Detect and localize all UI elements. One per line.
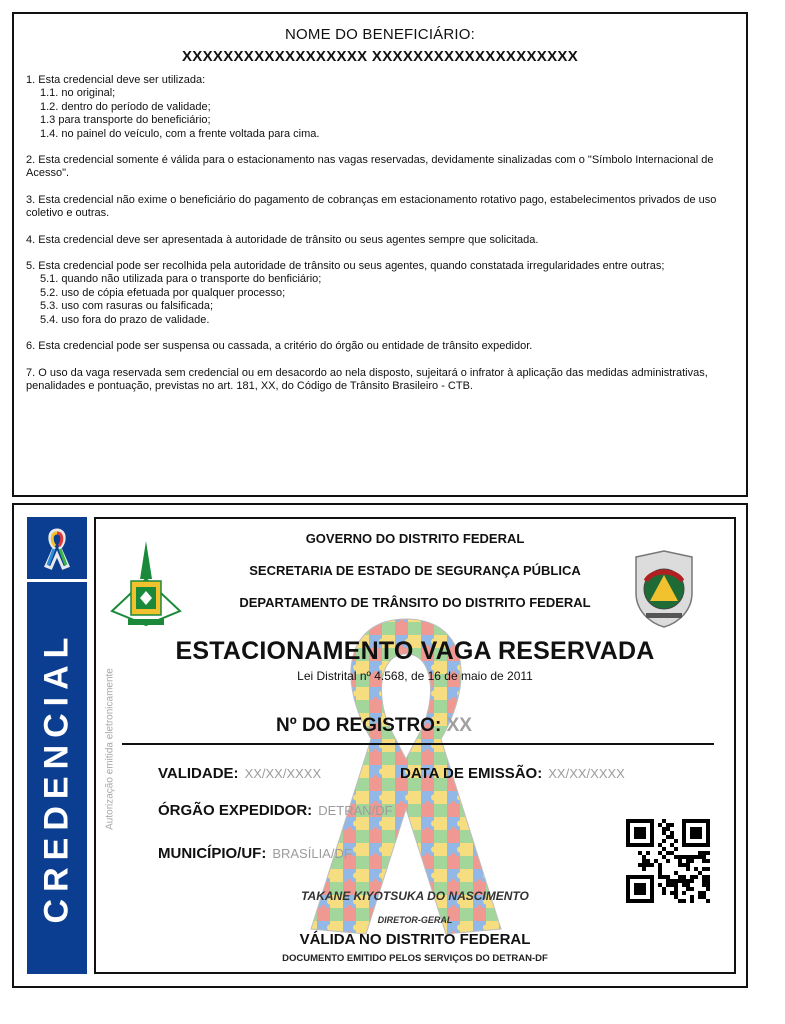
rule-subitem: 1.3 para transporte do beneficiário; — [40, 114, 211, 127]
rule-subitem: 1.2. dentro do período de validade; — [40, 100, 211, 113]
issuer-value: DETRAN/DF — [318, 803, 393, 818]
credential-front — [12, 503, 748, 988]
rule-subitem: 5.3. uso com rasuras ou falsificada; — [40, 300, 214, 313]
rule-item — [26, 74, 726, 141]
government-line: GOVERNO DO DISTRITO FEDERAL — [305, 531, 525, 546]
rule-item — [26, 194, 726, 221]
rule-item — [26, 154, 726, 181]
divider-line — [122, 743, 714, 745]
issuer-field — [158, 802, 393, 819]
validity-region: VÁLIDA NO DISTRITO FEDERAL — [299, 931, 531, 948]
rule-text: 7. O uso da vaga reservada sem credencial ou em desacordo ao nela disposto, sujeitará o infrator à aplicação das medidas administrativas, penalidades e pontuação, previstas no art. 181, XX, do Código de Trânsito Brasileiro - CTB. — [26, 366, 708, 392]
rule-text: 6. Esta credencial pode ser suspensa ou cassada, a critério do órgão ou entidade de trânsito expedidor. — [26, 340, 533, 353]
rule-text: 4. Esta credencial deve ser apresentada à autoridade de trânsito ou seus agentes sempre que solicitada. — [26, 233, 539, 246]
credential-card — [94, 517, 736, 974]
awareness-ribbon-icon — [27, 517, 87, 579]
city-field — [158, 845, 352, 862]
rules-list — [26, 74, 726, 406]
issued-by-note: DOCUMENTO EMITIDO PELOS SERVIÇOS DO DETRAN-DF — [282, 953, 548, 964]
registration-field — [276, 715, 472, 737]
secretariat-line: SECRETARIA DE ESTADO DE SEGURANÇA PÚBLICA — [249, 563, 581, 578]
credential-title: ESTACIONAMENTO VAGA RESERVADA — [175, 637, 655, 665]
rule-text: 1. Esta credencial deve ser utilizada: — [26, 74, 206, 86]
rule-subitem: 5.4. uso fora do prazo de validade. — [40, 313, 210, 326]
rule-subitem: 1.4. no painel do veículo, com a frente voltada para cima. — [40, 127, 320, 140]
detran-emblem-icon — [628, 549, 700, 629]
beneficiary-name: XXXXXXXXXXXXXXXXXX XXXXXXXXXXXXXXXXXXXX — [181, 48, 579, 65]
rule-text: 5. Esta credencial pode ser recolhida pela autoridade de trânsito ou seus agentes, quando constatada irregularidades entre outras; — [26, 260, 665, 273]
df-coat-of-arms-icon — [106, 539, 186, 635]
issue-date-field — [400, 765, 625, 782]
city-value: BRASÍLIA/DF — [272, 846, 352, 861]
city-label: MUNICÍPIO/UF: — [158, 845, 267, 862]
rule-text: 2. Esta credencial somente é válida para o estacionamento nas vagas reservadas, devidamente sinalizadas com o "Símbolo Internacional de Acesso". — [26, 154, 714, 180]
registration-value: XX — [446, 715, 472, 736]
rule-item — [26, 234, 726, 247]
issuer-label: ÓRGÃO EXPEDIDOR: — [158, 802, 313, 819]
department-line: DEPARTAMENTO DE TRÂNSITO DO DISTRITO FEDERAL — [239, 595, 591, 610]
director-name: TAKANE KIYOTSUKA DO NASCIMENTO — [301, 889, 529, 903]
rule-subitem: 1.1. no original; — [40, 87, 116, 100]
beneficiary-title: NOME DO BENEFICIÁRIO: — [284, 26, 476, 43]
credential-back — [12, 12, 748, 497]
law-reference: Lei Distrital nº 4.568, de 16 de maio de 2011 — [297, 669, 533, 683]
rule-item — [26, 367, 726, 394]
validity-label: VALIDADE: — [158, 765, 239, 782]
rule-item — [26, 340, 726, 353]
rule-item — [26, 260, 726, 327]
validity-field — [158, 765, 321, 782]
rule-subitem: 5.2. uso de cópia efetuada por qualquer processo; — [40, 286, 286, 299]
director-role: DIRETOR-GERAL — [377, 915, 453, 925]
rule-subitem: 5.1. quando não utilizada para o transporte do benficiário; — [40, 273, 322, 286]
stripe-label: CREDENCIAL — [37, 630, 76, 924]
electronic-issue-note: Autorização emitida eletronicamente — [104, 668, 116, 830]
issue-date-label: DATA DE EMISSÃO: — [400, 765, 543, 782]
rule-text: 3. Esta credencial não exime o beneficiário do pagamento de cobranças em estacionamento rotativo pago, estabelecimentos privados de uso coletivo e outras. — [26, 193, 717, 220]
registration-label: Nº DO REGISTRO: — [276, 715, 442, 736]
issue-date-value: XX/XX/XXXX — [548, 766, 625, 781]
credential-stripe — [27, 517, 87, 974]
validity-value: XX/XX/XXXX — [244, 766, 322, 781]
